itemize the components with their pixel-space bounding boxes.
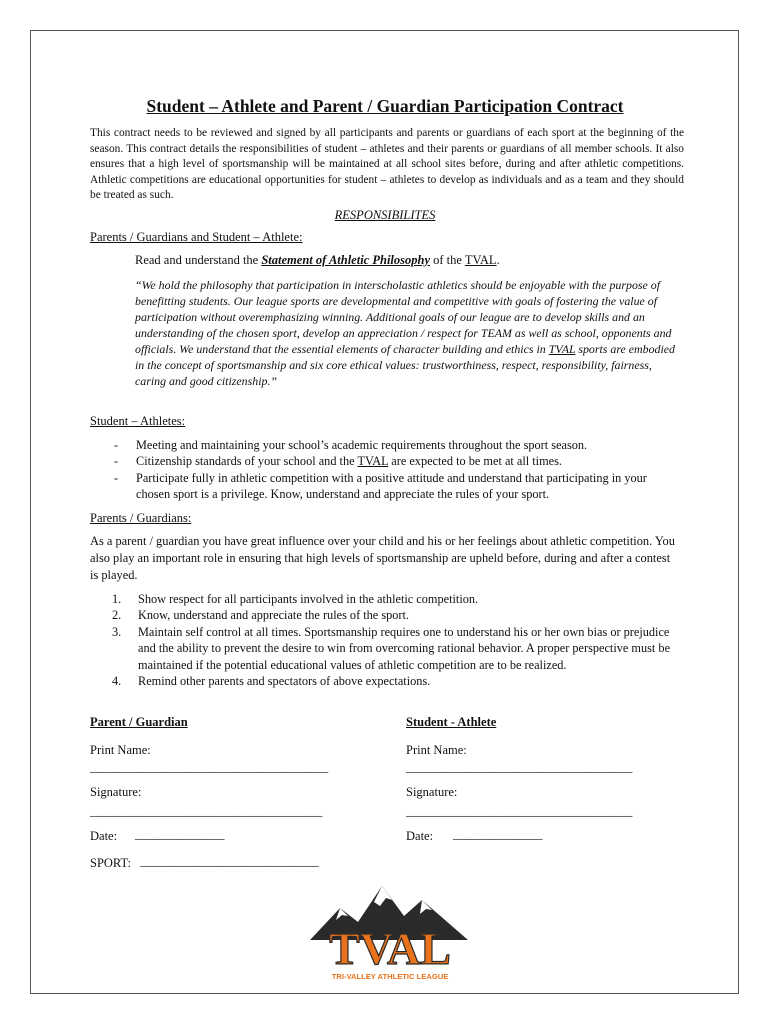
quote-text-a: “We hold the philosophy that participation in interscholastic athletics should be enjoyable with the purpose of benefitting students. Our league sports are developmental and competitive with goals of fostering the value of participation without overemphasizing winning. Additional goals of our league are to develop skills and an understanding of the chosen sport, develop an appreciation / respect for TEAM as well as school, opponents and officials. We understand that the essential elements of character building and ethics in	[135, 278, 672, 356]
tval-abbr: TVAL	[548, 342, 576, 356]
sport-field[interactable]: ______________________________	[140, 854, 319, 868]
parent-guardian-heading: Parent / Guardian	[90, 715, 188, 729]
mountain-logo-icon	[300, 878, 480, 988]
philosophy-quote	[135, 277, 675, 389]
list-item	[90, 437, 680, 453]
tval-abbr: TVAL	[464, 253, 497, 267]
section-heading-student-athletes: Student – Athletes:	[90, 414, 186, 428]
student-athlete-list	[90, 437, 680, 502]
student-date-field[interactable]: _______________	[453, 827, 543, 841]
list-number: 2.	[112, 608, 122, 623]
svg-text:TRI-VALLEY ATHLETIC LEAGUE: TRI-VALLEY ATHLETIC LEAGUE	[331, 972, 449, 981]
list-item-text: Maintain self control at all times. Sportsmanship requires one to understand his or her own bias or prejudice and the ability to prevent the desire to win from overcoming rational behavior. A proper perspective must be maintained if the potential educational values of athletic competition are to be realized.	[138, 624, 671, 672]
parents-paragraph: As a parent / guardian you have great influence over your child and his or her feelings about athletic competition. You also play an important role in ensuring that high levels of sportsmanship are upheld before, during and after a contest is played.	[90, 534, 675, 582]
list-number: 4.	[112, 674, 122, 689]
sport-label: SPORT:	[90, 856, 132, 870]
list-item-text: Meeting and maintaining your school’s academic requirements throughout the sport season.	[136, 438, 588, 452]
parent-print-name-label: Print Name:	[90, 743, 151, 757]
list-item	[90, 624, 680, 673]
list-item-text: Remind other parents and spectators of above expectations.	[138, 674, 431, 689]
page-title: Student – Athlete and Parent / Guardian Participation Contract	[146, 96, 624, 116]
parent-print-name-field[interactable]: ________________________________________	[90, 760, 329, 774]
list-item-text: Know, understand and appreciate the rules of the sport.	[138, 608, 410, 623]
list-item	[90, 607, 680, 623]
parent-date-field[interactable]: _______________	[135, 827, 225, 841]
student-athlete-heading: Student - Athlete	[406, 715, 497, 729]
list-item-text: Show respect for all participants involved in the athletic competition.	[138, 592, 479, 606]
section-heading-parents: Parents / Guardians:	[90, 511, 192, 525]
svg-text:TVAL: TVAL	[329, 923, 451, 974]
statement-mid: of the	[430, 253, 465, 267]
tval-logo	[300, 878, 480, 988]
bullet: -	[114, 470, 119, 485]
list-number: 3.	[112, 624, 122, 639]
student-signature-label: Signature:	[406, 785, 458, 799]
quote-text-b: sports are embodied in the concept of sportsmanship and six core ethical values: trustworthiness, respect, responsibility, fairness, caring and good citizenship.”	[135, 342, 675, 388]
parent-signature-field[interactable]: _______________________________________	[90, 804, 323, 818]
list-number: 1.	[112, 592, 122, 606]
intro-paragraph: This contract needs to be reviewed and signed by all participants and parents or guardians of each sport at the beginning of the season. This contract details the responsibilities of student – athletes and their parents or guardians of all member schools. It also ensures that a high level of sportsmanship will be maintained at all school sites before, during and after athletic competitions. Athletic competitions are educational opportunities for student – athletes to develop as individuals and as a team and they should be treated as such.	[90, 127, 684, 202]
bullet: -	[114, 438, 119, 452]
statement-philosophy-link[interactable]: Statement of Athletic Philosophy	[261, 253, 430, 267]
parent-signature-label: Signature:	[90, 785, 142, 799]
statement-line	[135, 253, 500, 268]
parent-date-label: Date:	[90, 829, 118, 843]
list-item	[90, 591, 680, 607]
tval-abbr: TVAL	[357, 454, 389, 469]
bullet: -	[114, 454, 119, 469]
parents-numbered-list	[90, 591, 680, 689]
list-item-text: Participate fully in athletic competition with a positive attitude and understand that participating in your chosen sport is a privilege. Know, understand and appreciate the rules of your sport.	[136, 470, 647, 501]
section-heading-parents-students: Parents / Guardians and Student – Athlete:	[90, 230, 303, 244]
student-signature-field[interactable]: ______________________________________	[406, 804, 633, 818]
student-print-name-field[interactable]: ______________________________________	[406, 760, 633, 774]
statement-suffix: .	[496, 253, 500, 267]
statement-prefix: Read and understand the	[135, 253, 262, 267]
student-print-name-label: Print Name:	[406, 743, 467, 757]
list-item	[90, 673, 680, 689]
list-item	[90, 470, 680, 503]
responsibilities-heading: RESPONSIBILITES	[334, 208, 436, 222]
student-date-label: Date:	[406, 829, 434, 843]
list-item	[90, 453, 680, 469]
list-item-text: Citizenship standards of your school and the TVAL are expected to be met at all times.	[136, 454, 562, 469]
